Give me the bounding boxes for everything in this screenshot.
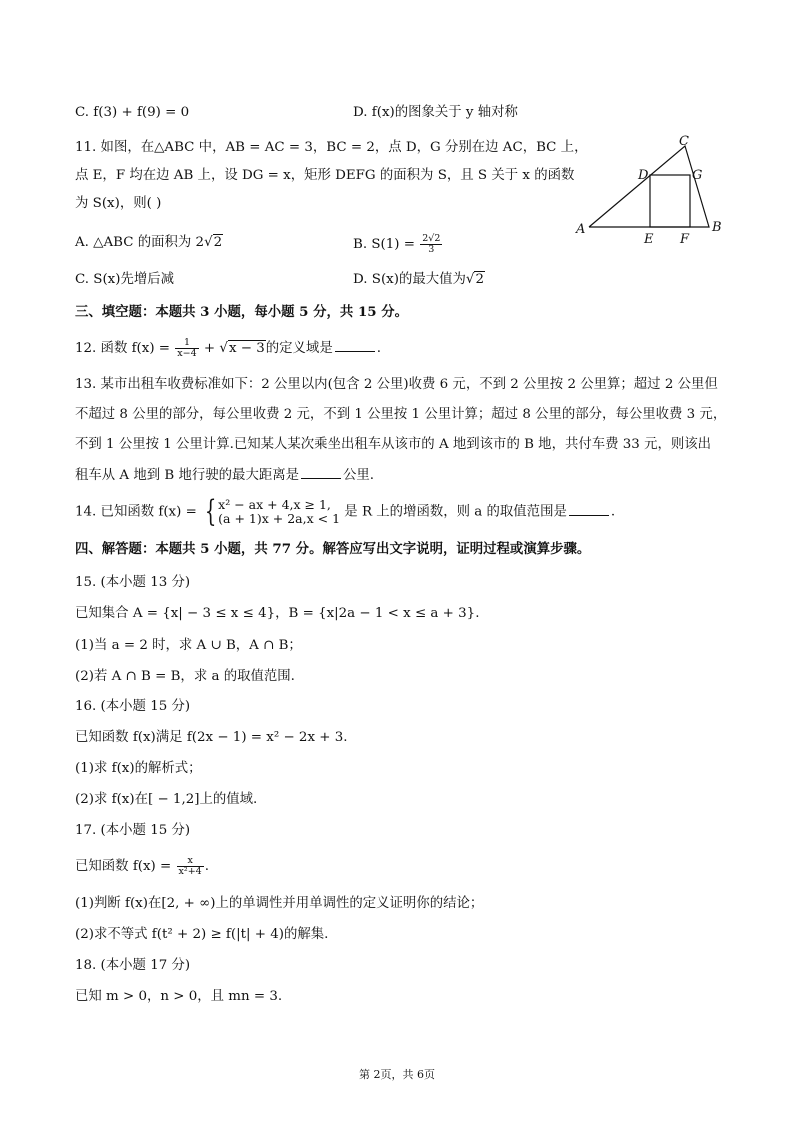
fraction: $\frac{x}{\text{x²+4}}$: [178, 855, 202, 877]
triangle-abc: [589, 146, 709, 227]
q15-part-2: (2)若 A ∩ B = B，求 a 的取值范围.: [75, 669, 295, 684]
q13-line-3: 不到 1 公里按 1 公里计算.已知某人某次乘坐出租车从该市的 A 地到该市的 B 地，共付车费 33 元，则该出: [75, 437, 712, 452]
fraction: $\frac{1}{x-4}$: [177, 337, 197, 359]
q11-option-d: D. S(x)的最大值为√2: [353, 272, 484, 287]
q13-line-2: 不超过 8 公里的部分，每公里收费 2 元，不到 1 公里按 1 公里计算；超过 8 公里的部分，每公里收费 3 元，: [75, 407, 727, 422]
q13-line-4: 租车从 A 地到 B 地行驶的最大距离是 公里.: [75, 468, 375, 483]
label-g: G: [692, 168, 703, 183]
q15-part-1: (1)当 a = 2 时，求 A ∪ B，A ∩ B；: [75, 638, 302, 653]
q18-stem: 已知 m > 0，n > 0，且 mn = 3.: [75, 989, 283, 1004]
q18-heading: 18. (本小题 17 分): [75, 958, 191, 973]
fraction: $\frac{2√2}{3}$: [422, 233, 441, 255]
q14: 14. 已知函数 f(x) = { x² − ax + 4,x ≥ 1, (a + 1)x + 2a,x < 1 是 R 上的增函数，则 a 的取值范围是 .: [75, 494, 616, 529]
q12: 12. 函数 f(x) = $\frac{1}{x-4}$ + √x − 3的定义域是 .: [75, 337, 381, 359]
radicand: x − 3: [228, 341, 265, 356]
section-3-heading: 三、填空题：本题共 3 小题，每小题 5 分，共 15 分。: [75, 304, 409, 320]
q16-stem: 已知函数 f(x)满足 f(2x − 1) = x² − 2x + 3.: [75, 730, 348, 745]
q17-part-1: (1)判断 f(x)在[2, + ∞)上的单调性并用单调性的定义证明你的结论；: [75, 896, 484, 911]
label-a: A: [576, 222, 586, 237]
answer-blank: [301, 466, 341, 479]
label-f: F: [680, 232, 690, 245]
q13-line-1: 13. 某市出租车收费标准如下：2 公里以内(包含 2 公里)收费 6 元，不到 2 公里按 2 公里算；超过 2 公里但: [75, 377, 718, 392]
q17-part-2: (2)求不等式 f(t² + 2) ≥ f(|t| + 4)的解集.: [75, 927, 329, 942]
q17-heading: 17. (本小题 15 分): [75, 823, 191, 838]
q11-line-2: 点 E，F 均在边 AB 上，设 DG = x，矩形 DEFG 的面积为 S，且 S 关于 x 的函数: [75, 168, 575, 183]
q10-option-c: C. f(3) + f(9) = 0: [75, 105, 190, 120]
rectangle-defg: [650, 175, 690, 227]
label-e: E: [644, 232, 654, 245]
q16-part-2: (2)求 f(x)在[ − 1,2]上的值域.: [75, 792, 258, 807]
q15-heading: 15. (本小题 13 分): [75, 575, 191, 590]
label-c: C: [679, 134, 689, 149]
radicand: 2: [475, 272, 484, 287]
q16-heading: 16. (本小题 15 分): [75, 699, 191, 714]
piecewise-function: { x² − ax + 4,x ≥ 1, (a + 1)x + 2a,x < 1: [204, 494, 341, 529]
q11-line-3: 为 S(x)，则( ): [75, 196, 162, 211]
q17-stem: 已知函数 f(x) = $\frac{x}{\text{x²+4}}$ .: [75, 855, 209, 877]
q11-option-c: C. S(x)先增后减: [75, 272, 175, 287]
q11-option-b: B. S(1) = $\frac{2√2}{3}$: [353, 233, 441, 255]
q11-line-1: 11. 如图，在△ABC 中，AB = AC = 3，BC = 2，点 D，G 分别在边 AC，BC 上，: [75, 140, 588, 155]
radicand: 2: [213, 235, 223, 250]
label-d: D: [638, 168, 649, 183]
section-4-heading: 四、解答题：本题共 5 小题，共 77 分。解答应写出文字说明，证明过程或演算步骤。: [75, 541, 591, 557]
label-b: B: [712, 220, 722, 235]
triangle-figure: [572, 133, 752, 245]
q15-stem: 已知集合 A = {x| − 3 ≤ x ≤ 4}，B = {x|2a − 1 < x ≤ a + 3}.: [75, 606, 480, 621]
q10-option-d: D. f(x)的图象关于 y 轴对称: [353, 105, 518, 120]
answer-blank: [569, 503, 609, 516]
page-footer: 第 2页，共 6页: [359, 1068, 435, 1081]
q11-option-a: A. △ABC 的面积为 2√2: [75, 235, 223, 250]
answer-blank: [335, 339, 375, 352]
q16-part-1: (1)求 f(x)的解析式；: [75, 761, 202, 776]
